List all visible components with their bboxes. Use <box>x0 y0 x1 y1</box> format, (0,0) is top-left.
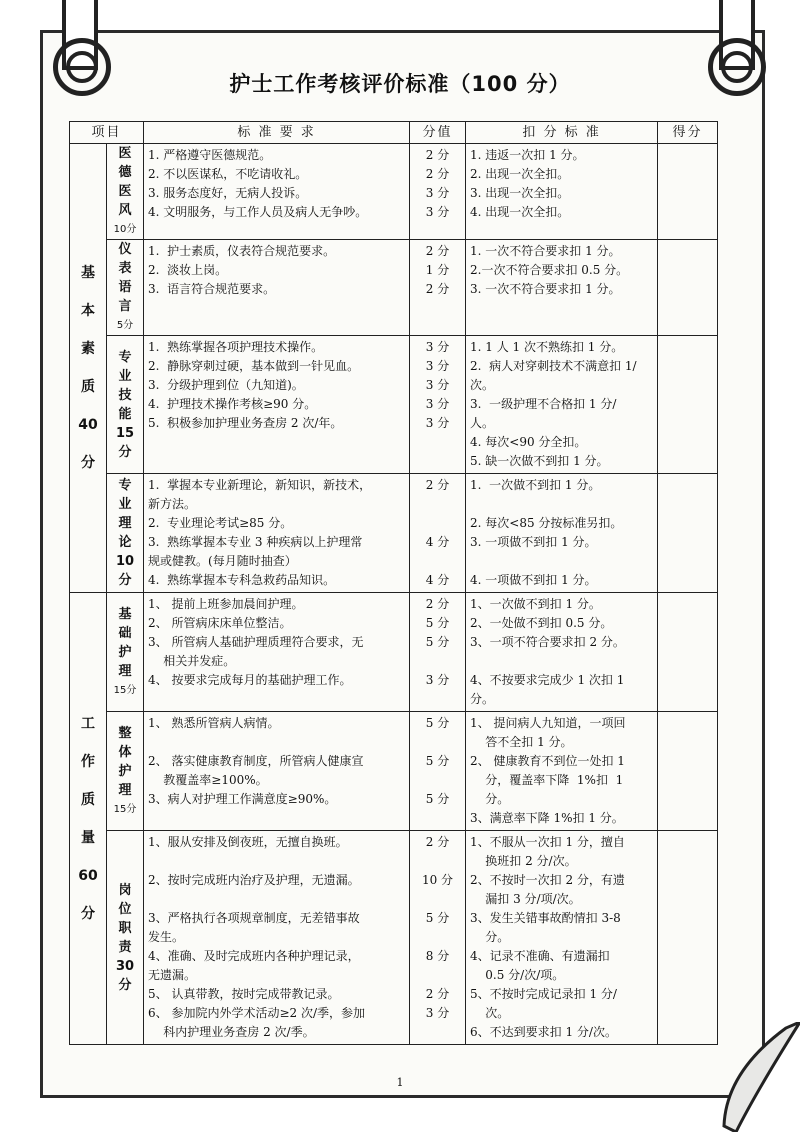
table-row <box>70 474 718 593</box>
deduction-line: 4. 一项做不到扣 1 分。 <box>470 573 597 587</box>
subcategory-char: 表 <box>118 261 132 276</box>
subcategory-char: 仪 <box>118 242 132 257</box>
subcategory-char: 分 <box>118 444 132 460</box>
requirement-line: 2、按时完成班内治疗及护理，无遗漏。 <box>148 873 360 887</box>
score-line: 4 分 <box>425 535 450 549</box>
score-value-cell <box>410 240 466 336</box>
header-obtained: 得分 <box>658 122 718 144</box>
requirement-line: 1. 掌握本专业新理论，新知识，新技术， <box>148 478 372 492</box>
subcategory-char: 护 <box>118 763 132 779</box>
requirement-line: 4. 熟练掌握本专科急救药品知识。 <box>148 573 336 587</box>
deduction-line: 3、发生关错事故酌情扣 3-8 <box>470 911 621 925</box>
subcategory-char: 基 <box>118 606 132 622</box>
obtained-score-input[interactable] <box>658 712 718 831</box>
requirement-line: 相关并发症。 <box>148 654 236 668</box>
subcategory-char: 业 <box>118 368 132 384</box>
subcategory-char: 理 <box>118 516 132 531</box>
score-value-cell <box>410 336 466 474</box>
subcategory-points: 15分 <box>113 803 137 815</box>
deduction-line: 1. 1 人 1 次不熟练扣 1 分。 <box>470 340 624 354</box>
subcategory-char: 专 <box>118 478 132 493</box>
deduction-line: 1、 提问病人九知道，一项回 <box>470 716 626 730</box>
requirements-cell <box>144 474 410 593</box>
table-row <box>70 831 718 1045</box>
deduction-line: 3、满意率下降 1%扣 1 分。 <box>470 811 624 825</box>
score-line <box>414 928 461 947</box>
requirement-line: 3、严格执行各项规章制度，无差错事故 <box>148 911 360 925</box>
score-line: 5 分 <box>425 754 450 768</box>
score-line: 3 分 <box>425 340 450 354</box>
deduction-cell <box>466 474 658 593</box>
subcategory-cell <box>107 831 144 1045</box>
score-value-cell <box>410 831 466 1045</box>
subcategory-char: 责 <box>118 939 132 955</box>
requirement-line: 4、准确、及时完成班内各种护理记录， <box>148 949 360 963</box>
score-line <box>414 1023 461 1042</box>
subcategory-char: 业 <box>118 497 132 512</box>
obtained-score-input[interactable] <box>658 144 718 240</box>
score-value-cell <box>410 144 466 240</box>
deduction-line: 分。 <box>470 692 495 706</box>
subcategory-char: 论 <box>118 535 132 550</box>
subcategory-char: 15 <box>115 425 135 441</box>
deduction-line: 3、一项不符合要求扣 2 分。 <box>470 635 625 649</box>
requirement-line: 科内护理业务查房 2 次/季。 <box>148 1025 315 1039</box>
deduction-line <box>470 652 653 671</box>
subcategory-cell <box>107 240 144 336</box>
score-line: 5 分 <box>425 911 450 925</box>
subcategory-char: 位 <box>118 901 132 917</box>
category-cell <box>70 144 107 593</box>
score-line: 2 分 <box>425 597 450 611</box>
deduction-line: 3. 一级护理不合格扣 1 分/ <box>470 397 617 411</box>
subcategory-char: 医 <box>118 184 132 199</box>
requirement-line: 2. 静脉穿刺过硬，基本做到一针见血。 <box>148 359 360 373</box>
deduction-line: 分，覆盖率下降 1%扣 1 <box>470 773 624 787</box>
score-line: 3 分 <box>425 416 450 430</box>
category-char: 分 <box>81 905 95 922</box>
requirement-line <box>148 890 405 909</box>
requirement-line: 3. 分级护理到位（九知道)。 <box>148 378 304 392</box>
subcategory-char: 言 <box>118 299 132 314</box>
obtained-score-input[interactable] <box>658 831 718 1045</box>
category-char: 质 <box>81 379 95 395</box>
score-line: 1 分 <box>425 263 450 277</box>
category-char: 素 <box>81 341 95 357</box>
deduction-line: 3. 出现一次全扣。 <box>470 186 570 200</box>
score-line <box>414 852 461 871</box>
score-line: 5 分 <box>425 616 450 630</box>
deduction-line: 3. 一次不符合要求扣 1 分。 <box>470 282 621 296</box>
score-line: 2 分 <box>425 167 450 181</box>
table-row <box>70 336 718 474</box>
requirement-line: 1、 提前上班参加晨间护理。 <box>148 597 304 611</box>
requirement-line: 1、 熟悉所管病人病情。 <box>148 716 280 730</box>
score-line: 2 分 <box>425 987 450 1001</box>
obtained-score-input[interactable] <box>658 240 718 336</box>
requirement-line: 无遗漏。 <box>148 968 197 982</box>
score-line <box>414 652 461 671</box>
deduction-line: 6、不达到要求扣 1 分/次。 <box>470 1025 617 1039</box>
requirement-line: 发生。 <box>148 930 185 944</box>
deduction-line: 5、不按时完成记录扣 1 分/ <box>470 987 617 1001</box>
category-char: 分 <box>81 455 95 471</box>
requirement-line: 4. 文明服务，与工作人员及病人无争吵。 <box>148 205 368 219</box>
deduction-cell <box>466 593 658 712</box>
subcategory-cell <box>107 593 144 712</box>
deduction-cell <box>466 240 658 336</box>
score-line: 3 分 <box>425 186 450 200</box>
subcategory-char: 医 <box>118 146 132 161</box>
document-title: 护士工作考核评价标准（100 分） <box>229 72 571 96</box>
deduction-line: 1、不服从一次扣 1 分，擅自 <box>470 835 625 849</box>
deduction-line: 答不全扣 1 分。 <box>470 735 573 749</box>
score-line: 3 分 <box>425 673 450 687</box>
obtained-score-input[interactable] <box>658 593 718 712</box>
table-row <box>70 712 718 831</box>
score-line: 5 分 <box>425 716 450 730</box>
subcategory-points: 5分 <box>116 320 134 331</box>
table-header-row <box>70 122 718 144</box>
requirement-line <box>148 852 405 871</box>
subcategory-char: 体 <box>118 744 132 760</box>
requirements-cell <box>144 593 410 712</box>
subcategory-char: 30 <box>115 958 135 974</box>
deduction-line: 4、记录不准确、有遗漏扣 <box>470 949 610 963</box>
subcategory-cell <box>107 144 144 240</box>
subcategory-cell <box>107 474 144 593</box>
subcategory-points: 10分 <box>113 224 137 235</box>
deduction-line: 0.5 分/次/项。 <box>470 968 565 982</box>
deduction-line: 漏扣 3 分/项/次。 <box>470 892 581 906</box>
score-line: 10 分 <box>421 873 454 887</box>
deduction-line: 2. 病人对穿刺技术不满意扣 1/ <box>470 359 637 373</box>
score-line: 2 分 <box>425 244 450 258</box>
score-line <box>414 771 461 790</box>
subcategory-char: 技 <box>118 387 132 403</box>
deduction-line <box>470 552 653 571</box>
deduction-line: 2、不按时一次扣 2 分，有遗 <box>470 873 625 887</box>
deduction-line: 2. 每次<85 分按标准另扣。 <box>470 516 623 530</box>
score-line: 2 分 <box>425 282 450 296</box>
score-line: 3 分 <box>425 205 450 219</box>
subcategory-points: 15分 <box>113 684 137 696</box>
score-value-cell <box>410 593 466 712</box>
score-line <box>414 966 461 985</box>
score-line: 3 分 <box>425 378 450 392</box>
requirement-line: 4、 按要求完成每月的基础护理工作。 <box>148 673 352 687</box>
deduction-line: 3. 一项做不到扣 1 分。 <box>470 535 597 549</box>
requirement-line: 4. 护理技术操作考核≥90 分。 <box>148 397 317 411</box>
requirement-line: 3. 服务态度好，无病人投诉。 <box>148 186 308 200</box>
deduction-line <box>470 495 653 514</box>
score-line: 2 分 <box>425 478 450 492</box>
score-value-cell <box>410 474 466 593</box>
deduction-line: 2. 出现一次全扣。 <box>470 167 570 181</box>
subcategory-char: 整 <box>118 725 132 741</box>
subcategory-char: 10 <box>115 554 135 569</box>
subcategory-cell <box>107 712 144 831</box>
requirement-line: 2、 落实健康教育制度，所管病人健康宣 <box>148 754 364 768</box>
deduction-cell <box>466 336 658 474</box>
requirements-cell <box>144 336 410 474</box>
evaluation-table <box>69 121 718 1045</box>
requirements-cell <box>144 144 410 240</box>
page-number: 1 <box>396 1076 404 1089</box>
deduction-line: 1. 一次不符合要求扣 1 分。 <box>470 244 621 258</box>
category-char: 40 <box>78 417 98 433</box>
requirement-line: 2. 淡妆上岗。 <box>148 263 228 277</box>
table-row <box>70 593 718 712</box>
deduction-cell <box>466 831 658 1045</box>
subcategory-char: 专 <box>118 349 132 365</box>
requirement-line: 新方法。 <box>148 497 197 511</box>
category-char: 本 <box>81 303 95 319</box>
deduction-line: 人。 <box>470 416 495 430</box>
requirement-line: 3、 所管病人基础护理质理符合要求，无 <box>148 635 364 649</box>
deduction-line: 次。 <box>470 1006 510 1020</box>
header-item: 项目 <box>70 122 144 144</box>
header-deduction: 扣 分 标 准 <box>466 122 658 144</box>
score-line <box>414 890 461 909</box>
subcategory-char: 理 <box>118 782 132 798</box>
requirement-line: 2. 专业理论考试≥85 分。 <box>148 516 293 530</box>
score-line: 2 分 <box>425 148 450 162</box>
subcategory-char: 护 <box>118 644 132 660</box>
category-char: 60 <box>78 867 98 884</box>
score-line: 2 分 <box>425 835 450 849</box>
score-line: 5 分 <box>425 635 450 649</box>
score-line <box>414 552 461 571</box>
score-line: 5 分 <box>425 792 450 806</box>
requirement-line: 3、病人对护理工作满意度≥90%。 <box>148 792 337 806</box>
score-line: 3 分 <box>425 359 450 373</box>
table-row <box>70 240 718 336</box>
header-score-value: 分值 <box>410 122 466 144</box>
requirement-line <box>148 733 405 752</box>
deduction-line: 1、一次做不到扣 1 分。 <box>470 597 601 611</box>
requirement-line: 5. 积极参加护理业务查房 2 次/年。 <box>148 416 343 430</box>
obtained-score-input[interactable] <box>658 336 718 474</box>
deduction-line: 分。 <box>470 930 510 944</box>
subcategory-char: 德 <box>118 165 132 180</box>
requirement-line: 1. 严格遵守医德规范。 <box>148 148 272 162</box>
subcategory-char: 职 <box>118 920 132 936</box>
score-line: 8 分 <box>425 949 450 963</box>
requirement-line: 2、 所管病床床单位整洁。 <box>148 616 292 630</box>
requirements-cell <box>144 240 410 336</box>
subcategory-char: 岗 <box>118 882 132 898</box>
score-line: 3 分 <box>425 1006 450 1020</box>
score-line: 3 分 <box>425 397 450 411</box>
requirement-line: 5、 认真带教，按时完成带教记录。 <box>148 987 340 1001</box>
deduction-cell <box>466 144 658 240</box>
category-char: 基 <box>81 265 95 281</box>
requirement-line: 3. 熟练掌握本专业 3 种疾病以上护理常 <box>148 535 363 549</box>
requirement-line: 规或健教。(每月随时抽查） <box>148 554 297 568</box>
category-char: 质 <box>81 791 95 808</box>
requirement-line: 1. 护士素质，仪表符合规范要求。 <box>148 244 336 258</box>
score-line <box>414 514 461 533</box>
score-line <box>414 733 461 752</box>
requirement-line: 教覆盖率≥100%。 <box>148 773 268 787</box>
requirements-cell <box>144 712 410 831</box>
category-char: 作 <box>81 753 95 770</box>
obtained-score-input[interactable] <box>658 474 718 593</box>
deduction-line: 4. 每次<90 分全扣。 <box>470 435 587 449</box>
deduction-line: 4. 出现一次全扣。 <box>470 205 570 219</box>
subcategory-char: 理 <box>118 663 132 679</box>
score-line <box>414 495 461 514</box>
subcategory-char: 语 <box>118 280 132 295</box>
table-row <box>70 144 718 240</box>
subcategory-cell <box>107 336 144 474</box>
subcategory-char: 分 <box>118 573 132 588</box>
category-char: 量 <box>81 829 95 846</box>
requirement-line: 1. 熟练掌握各项护理技术操作。 <box>148 340 324 354</box>
requirement-line: 6、 参加院内外学术活动≥2 次/季，参加 <box>148 1006 366 1020</box>
deduction-line: 换班扣 2 分/次。 <box>470 854 577 868</box>
requirement-line: 1、服从安排及倒夜班，无擅自换班。 <box>148 835 348 849</box>
deduction-cell <box>466 712 658 831</box>
deduction-line: 2、 健康教育不到位一处扣 1 <box>470 754 625 768</box>
deduction-line: 次。 <box>470 378 495 392</box>
requirement-line: 2. 不以医谋私，不吃请收礼。 <box>148 167 308 181</box>
requirement-line: 3. 语言符合规范要求。 <box>148 282 276 296</box>
requirements-cell <box>144 831 410 1045</box>
subcategory-char: 能 <box>118 406 132 422</box>
score-line: 4 分 <box>425 573 450 587</box>
header-requirements: 标 准 要 求 <box>144 122 410 144</box>
deduction-line: 2、一处做不到扣 0.5 分。 <box>470 616 613 630</box>
deduction-line: 5. 缺一次做不到扣 1 分。 <box>470 454 609 468</box>
deduction-line: 1. 一次做不到扣 1 分。 <box>470 478 601 492</box>
subcategory-char: 础 <box>118 625 132 641</box>
deduction-line: 4、不按要求完成少 1 次扣 1 <box>470 673 625 687</box>
deduction-line: 2.一次不符合要求扣 0.5 分。 <box>470 263 629 277</box>
subcategory-char: 风 <box>118 203 132 218</box>
category-char: 工 <box>81 715 95 732</box>
score-value-cell <box>410 712 466 831</box>
deduction-line: 分。 <box>470 792 510 806</box>
subcategory-char: 分 <box>118 977 132 993</box>
category-cell <box>70 593 107 1045</box>
deduction-line: 1. 违返一次扣 1 分。 <box>470 148 585 162</box>
